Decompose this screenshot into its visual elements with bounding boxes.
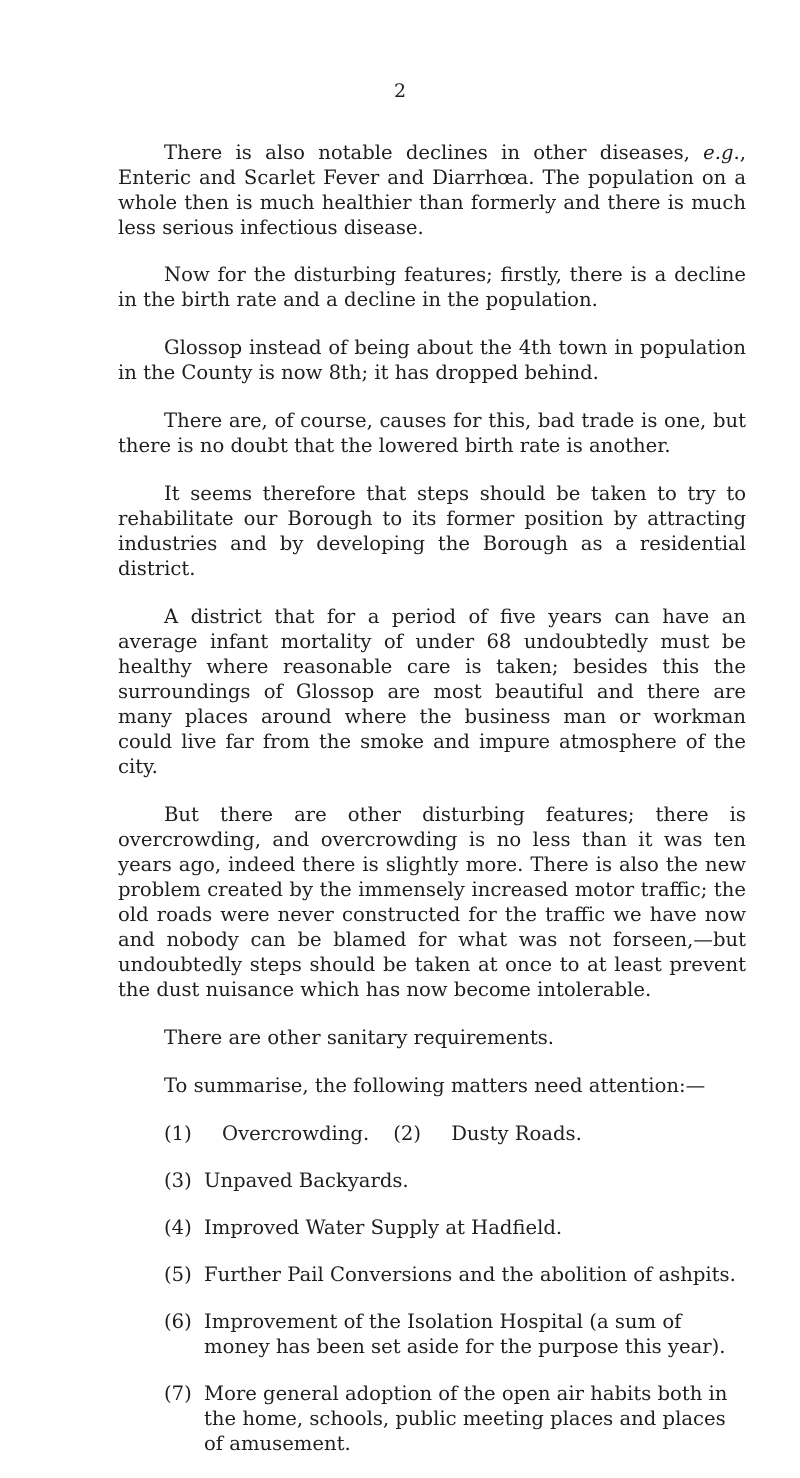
paragraph-overcrowding: But there are other disturbing features; there is overcrowding, and overcrowding is no less than it was ten years ago, indeed there is slightly more. There is also the new problem created by the immensely increased motor traffic; the old roads were never constructed for the traffic we have now and nobody can be blamed for what was not forseen,—but undoubtedly steps should be taken at once to at least prevent the dust nuisance which has now become intolerable. [118, 803, 746, 1001]
list-item: (7) More general adoption of the open air habits both in the home, schools, public meeting places and places of amusement. [164, 1382, 728, 1455]
page-number: 2 [393, 80, 407, 102]
paragraph-summary: To summarise, the following matters need attention:— [164, 1074, 706, 1097]
paragraph-district: A district that for a period of five years can have an average infant mortality of under 68 undoubtedly must be healthy where reasonable care is taken; besides this the surroundings of Glossop are most beautiful and there are many places around where the business man or workman could live far from the smoke and impure atmosphere of the city. [118, 605, 746, 778]
report-body [118, 140, 746, 1478]
list-item: (4) Improved Water Supply at Hadfield. [164, 1216, 563, 1239]
paragraph-disturbing-features: Now for the disturbing features; firstly, there is a decline in the birth rate and a decline in the population. [118, 263, 746, 311]
paragraph-glossop-population: Glossop instead of being about the 4th town in population in the County is now 8th; it has dropped behind. [118, 336, 746, 384]
paragraph-causes: There are, of course, causes for this, bad trade is one, but there is no doubt that the lowered birth rate is another. [118, 409, 746, 457]
attention-list [118, 1168, 746, 1456]
paragraph-sanitary: There are other sanitary requirements. [164, 1026, 554, 1049]
list-item: (1) Overcrowding. [164, 1122, 370, 1145]
eg-abbreviation: e.g. [703, 141, 740, 164]
list-item-1-2 [118, 1121, 746, 1146]
paragraph-rehabilitate: It seems therefore that steps should be taken to try to rehabilitate our Borough to its former position by attracting industries and by developing the Borough as a residential district. [118, 482, 746, 580]
paragraph-declines: There is also notable declines in other diseases, e.g., Enteric and Scarlet Fever and Diarrhœa. The population on a whole then is much healthier than formerly and there is much less serious infectious disease. [118, 141, 746, 239]
list-item: (5) Further Pail Conversions and the abolition of ashpits. [164, 1263, 736, 1286]
list-item: (6) Improvement of the Isolation Hospital (a sum of money has been set aside for the purpose this year). [164, 1310, 726, 1358]
list-item: (2) Dusty Roads. [393, 1122, 582, 1145]
list-item: (3) Unpaved Backyards. [164, 1169, 409, 1192]
